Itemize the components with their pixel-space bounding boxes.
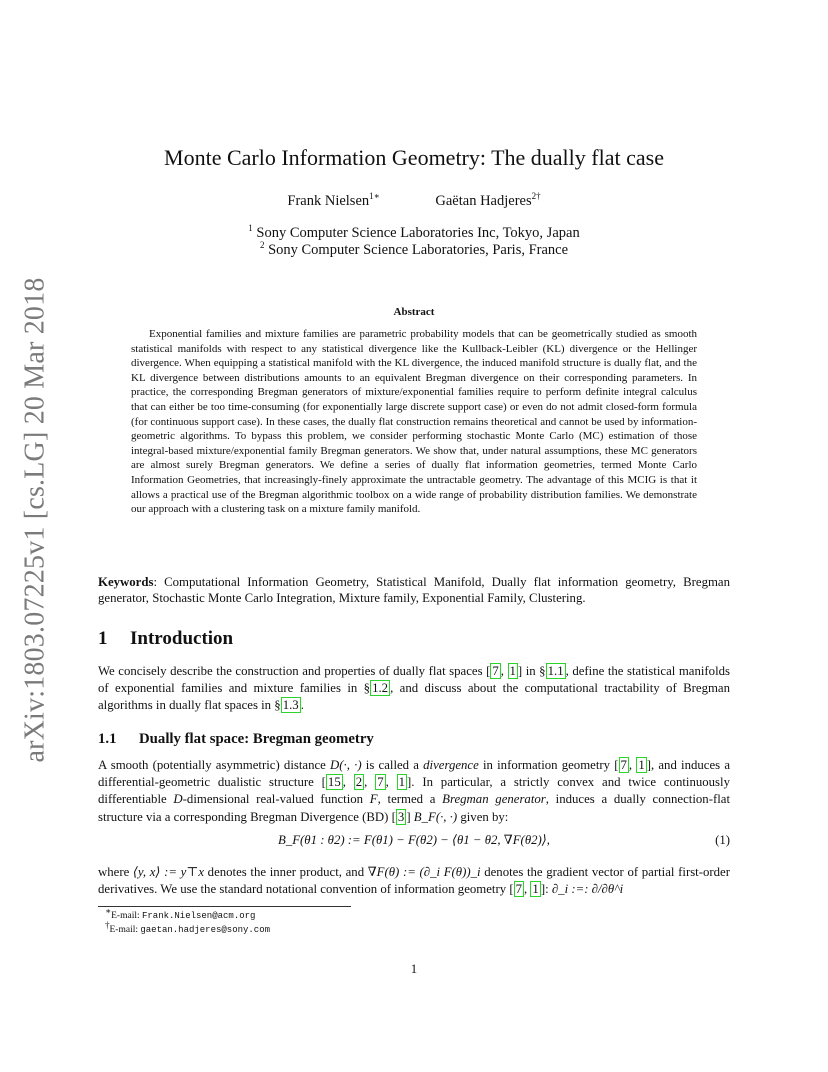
text-run: ] in §: [517, 664, 546, 678]
footnote-2: [105, 919, 270, 938]
math-inline: ∇F(θ) := (∂_i F(θ))_i: [367, 865, 481, 879]
arxiv-watermark: [16, 277, 56, 763]
author-2: [435, 193, 540, 210]
subsection-number: 1.1: [98, 731, 117, 747]
text-run: ,: [385, 775, 397, 790]
citation-link[interactable]: 7: [492, 664, 499, 678]
body-paragraph: [98, 757, 730, 826]
footnote-mark: †: [105, 919, 110, 930]
footnote-1: [105, 905, 270, 924]
citation-link[interactable]: 1: [509, 664, 516, 678]
emphasis: Bregman generator: [442, 792, 546, 807]
text-run: ], and induces a differential-geometric dualistic structure [: [98, 758, 730, 790]
affiliation-text: Sony Computer Science Laboratories Inc, Tokyo, Japan: [256, 225, 580, 241]
math-inline: F: [369, 792, 378, 807]
text-run: We concisely describe the construction and properties of dually flat spaces [: [98, 664, 491, 678]
text-run: denotes the inner product, and: [204, 865, 368, 879]
text-run: ,: [500, 664, 508, 678]
affiliations: [0, 225, 828, 259]
text-run: , induces a dually connection-flat structure via a corresponding Bregman Divergence (BD) [: [98, 792, 731, 824]
section-link[interactable]: 1.2: [372, 681, 389, 696]
citation-link[interactable]: 7: [515, 882, 522, 897]
emphasis: divergence: [423, 758, 479, 772]
text-run: denotes the gradient vector of partial first-order derivatives. We use the standard notational convention of information geometry [: [98, 865, 730, 897]
footnote-rule: [98, 906, 351, 907]
affiliation-text: Sony Computer Science Laboratories, Paris, France: [268, 242, 569, 258]
footnotes: [105, 905, 270, 937]
author-1: [287, 193, 379, 210]
author-mark: 2†: [531, 191, 541, 202]
citation-link[interactable]: 15: [327, 775, 341, 790]
text-run: given by:: [457, 809, 509, 824]
text-run: A smooth (potentially asymmetric) distance: [98, 758, 331, 772]
email-link[interactable]: gaetan.hadjeres@sony.com: [140, 924, 270, 935]
text-run: in information geometry [: [478, 758, 619, 772]
text-run: , termed a: [377, 792, 443, 807]
text-run: .: [300, 698, 304, 713]
text-run: ,: [342, 775, 354, 790]
equation-body: B_F(θ1 : θ2) := F(θ1) − F(θ2) − ⟨θ1 − θ2, ∇F(θ2)⟩,: [278, 833, 550, 847]
section-link[interactable]: 1.3: [282, 698, 299, 713]
math-inline: ∂_i :=: ∂/∂θ^i: [551, 882, 624, 897]
author-mark: 1∗: [369, 191, 380, 202]
text-run: ]. In particular, a strictly convex and twice continuously differentiable: [98, 775, 730, 807]
text-run: where: [98, 865, 133, 879]
keywords-text: : Computational Information Geometry, Statistical Manifold, Dually flat information geometry, Bregman generator, Stochastic Monte Carlo Integration, Mixture family, Exponential Family, Clustering.: [98, 575, 730, 605]
abstract-body: Exponential families and mixture families are parametric probability models that can be geometrically studied as smooth statistical manifolds with respect to any statistical divergence like the Kullback-Leibler (KL) divergence or the Hellinger divergence. When equipping a statistical manifold with the KL divergence, the induced manifold structure is dually flat, and the KL divergence between distributions amounts to an equivalent Bregman divergence on their corresponding parameters. In practice, the corresponding Bregman generators of mixture/exponential families require to perform definite integral calculus that can either be too time-consuming (for exponentially large discrete support case) or even do not admit closed-form formula (for continuous support case). In these cases, the dually flat construction remains theoretical and cannot be used by information-geometric algorithms. To bypass this problem, we consider performing stochastic Monte Carlo (MC) estimation of those integral-based mixture/exponential family Bregman generators. We show that, under natural assumptions, these MC generators are almost surely Bregman generators. We define a series of dually flat information geometries, termed Monte Carlo Information Geometries, that increasingly-finely approximate the untractable geometry. The advantage of this MCIG is that it allows a practical use of the Bregman algorithmic toolbox on a wide range of probability distribution families. We demonstrate our approach with a clustering task on a mixture family manifold.: [131, 328, 697, 516]
author-name: Gaëtan Hadjeres: [435, 193, 532, 209]
equation-1: [98, 833, 730, 851]
citation-link[interactable]: 1: [638, 758, 645, 772]
intro-paragraph: [98, 663, 730, 715]
keywords-label: Keywords: [98, 575, 154, 589]
body-paragraph-2: [98, 864, 730, 898]
citation-link[interactable]: 3: [397, 809, 405, 824]
text-run: ]: [406, 809, 414, 824]
math-inline: ⟨y, x⟩ := y⊤x: [132, 865, 205, 879]
footnote-mark: ∗: [105, 905, 112, 916]
citation-link[interactable]: 2: [355, 775, 363, 790]
paper-title: Monte Carlo Information Geometry: The dually flat case: [164, 145, 664, 170]
equation-number: (1): [715, 833, 730, 847]
arxiv-id: arXiv:1803.07225v1 [cs.LG] 20 Mar 2018: [20, 277, 52, 763]
text-run: ,: [524, 882, 531, 897]
abstract-heading: Abstract: [393, 306, 435, 318]
text-run: ,: [364, 775, 376, 790]
keywords: [98, 574, 730, 606]
text-run: , and discuss about the computational tractability of Bregman algorithms in dually flat spaces in §: [98, 681, 731, 713]
math-inline: D(·, ·): [330, 758, 362, 772]
section-title: Introduction: [130, 628, 234, 649]
text-run: ,: [628, 758, 637, 772]
citation-link[interactable]: 7: [377, 775, 384, 790]
email-link[interactable]: Frank.Nielsen@acm.org: [142, 911, 256, 921]
affiliation-mark: 1: [248, 223, 253, 234]
text-run: ]:: [540, 882, 552, 897]
affiliation-1: [0, 225, 828, 242]
author-name: Frank Nielsen: [287, 193, 370, 209]
affiliation-mark: 2: [259, 240, 265, 251]
text-run: -dimensional real-valued function: [182, 792, 370, 807]
subsection-title: Dually flat space: Bregman geometry: [139, 731, 374, 747]
footnote-label: E-mail:: [109, 924, 141, 935]
citation-link[interactable]: 1: [398, 775, 406, 790]
section-link[interactable]: 1.1: [547, 664, 564, 678]
section-heading: [98, 628, 233, 650]
subsection-heading: [98, 731, 374, 748]
math-inline: B_F(·, ·): [413, 809, 458, 824]
author-list: [0, 193, 828, 210]
footnote-label: E-mail:: [111, 911, 142, 921]
math-inline: D: [173, 792, 183, 807]
citation-link[interactable]: 7: [620, 758, 627, 772]
text-run: , define the statistical manifolds of exponential families and mixture families in §: [98, 664, 731, 696]
section-number: 1: [98, 628, 108, 649]
citation-link[interactable]: 1: [532, 882, 539, 897]
page-number: 1: [410, 962, 418, 976]
text-run: is called a: [361, 758, 424, 772]
affiliation-2: [0, 242, 828, 259]
